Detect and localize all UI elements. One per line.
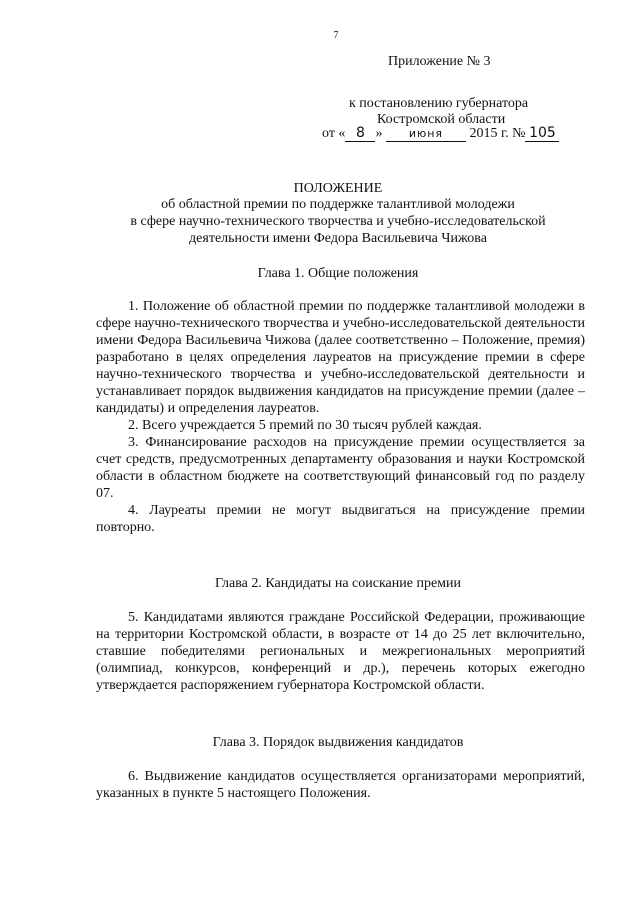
date-prefix: от « xyxy=(322,126,346,141)
title-line-2: в сфере научно-технического творчества и учебно-исследовательской xyxy=(130,214,546,229)
chapter-3-heading: Глава 3. Порядок выдвижения кандидатов xyxy=(212,735,464,750)
paragraph-4: 4. Лауреаты премии не могут выдвигаться на присуждение премии повторно. xyxy=(96,503,585,535)
date-mid: » xyxy=(375,126,383,141)
region-name: Костромской области xyxy=(377,112,506,127)
paragraph-2: 2. Всего учреждается 5 премий по 30 тысяч рублей каждая. xyxy=(128,418,482,433)
attachment-label: Приложение № 3 xyxy=(388,54,491,69)
year-and-number-label: 2015 г. № xyxy=(469,126,526,141)
decree-reference: к постановлению губернатора xyxy=(349,96,529,111)
title-line-1: об областной премии по поддержке талантливой молодежи xyxy=(161,197,515,212)
handwritten-month: июня xyxy=(386,126,466,142)
chapter-1-body xyxy=(96,298,585,536)
chapter-2-body xyxy=(96,609,585,694)
paragraph-6: 6. Выдвижение кандидатов осуществляется организаторами мероприятий, указанных в пункте 5 настоящего Положения. xyxy=(96,769,585,801)
paragraph-5: 5. Кандидатами являются граждане Российской Федерации, проживающие на территории Костромской области, в возрасте от 14 до 25 лет включительно, ставшие победителями региональных и межрегиональных мероприятий (олимпиад, конкурсов, конференций и др.), перечень которых ежегодно утверждается распоряжением губернатора Костромской области. xyxy=(96,610,585,693)
handwritten-day: 8 xyxy=(345,126,375,142)
page-number: 7 xyxy=(333,30,339,41)
title-line-3: деятельности имени Федора Васильевича Чижова xyxy=(189,231,487,246)
paragraph-1: 1. Положение об областной премии по поддержке талантливой молодежи в сфере научно-технического творчества и учебно-исследовательской деятельности имени Федора Васильевича Чижова (далее соответственно – Положение, премия) разработано в целях определения лауреатов на присуждение премии в сфере научно-технического творчества и учебно-исследовательской деятельности и устанавливает порядок выдвижения кандидатов на присуждение премии (далее – кандидаты) и определения лауреатов. xyxy=(96,299,585,416)
chapter-1-heading: Глава 1. Общие положения xyxy=(257,266,419,281)
decree-date-line xyxy=(322,126,559,142)
chapter-3-body xyxy=(96,768,585,802)
paragraph-3: 3. Финансирование расходов на присуждение премии осуществляется за счет средств, предусмотренных департаменту образования и науки Костромской области в областном бюджете на соответствующий финансовый год по разделу 07. xyxy=(96,435,585,501)
document-title: ПОЛОЖЕНИЕ xyxy=(293,181,383,196)
chapter-2-heading: Глава 2. Кандидаты на соискание премии xyxy=(214,576,462,591)
handwritten-number: 105 xyxy=(525,126,559,142)
